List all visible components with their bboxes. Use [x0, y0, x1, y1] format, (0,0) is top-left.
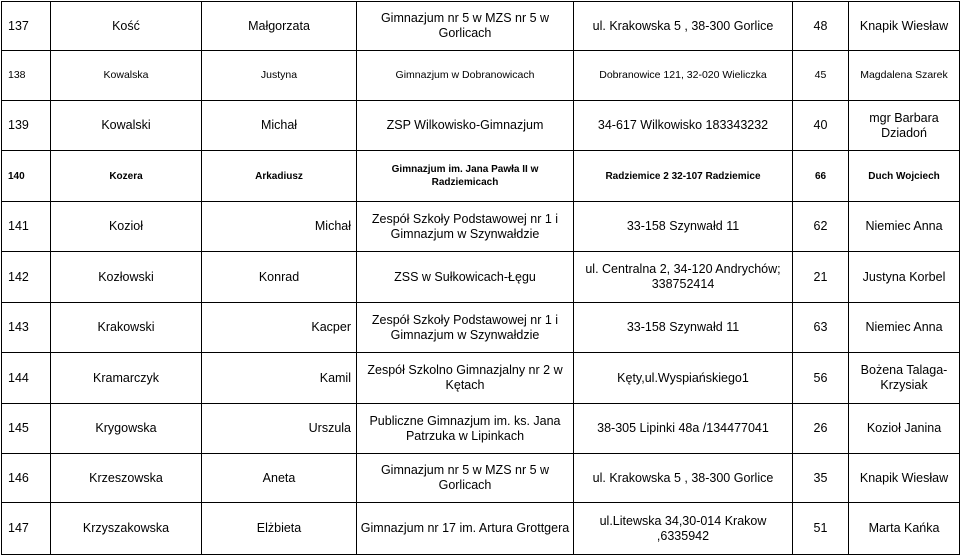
- cell-lp: 139: [2, 101, 51, 151]
- cell-first-name: Michał: [202, 101, 357, 151]
- cell-first-name: Justyna: [202, 51, 357, 101]
- cell-teacher: Duch Wojciech: [849, 151, 960, 202]
- cell-surname: Kramarczyk: [51, 353, 202, 404]
- table-row: [2, 252, 960, 303]
- cell-surname: Kozłowski: [51, 252, 202, 303]
- table-row: [2, 51, 960, 101]
- cell-points: 45: [793, 51, 849, 101]
- cell-lp: 142: [2, 252, 51, 303]
- cell-school: Gimnazjum nr 17 im. Artura Grottgera: [357, 503, 574, 555]
- cell-first-name: Urszula: [202, 404, 357, 454]
- cell-teacher: Bożena Talaga-Krzysiak: [849, 353, 960, 404]
- cell-teacher: mgr Barbara Dziadoń: [849, 101, 960, 151]
- cell-address: 33-158 Szynwałd 11: [574, 202, 793, 252]
- cell-surname: Kozera: [51, 151, 202, 202]
- cell-points: 40: [793, 101, 849, 151]
- cell-points: 62: [793, 202, 849, 252]
- results-table: [1, 1, 960, 555]
- cell-school: Gimnazjum im. Jana Pawła II w Radziemicach: [357, 151, 574, 202]
- cell-points: 63: [793, 303, 849, 353]
- table-row: [2, 202, 960, 252]
- cell-teacher: Magdalena Szarek: [849, 51, 960, 101]
- cell-school: Zespół Szkoły Podstawowej nr 1 i Gimnazjum w Szynwałdzie: [357, 303, 574, 353]
- cell-school: Publiczne Gimnazjum im. ks. Jana Patrzuka w Lipinkach: [357, 404, 574, 454]
- cell-school: ZSP Wilkowisko-Gimnazjum: [357, 101, 574, 151]
- cell-points: 35: [793, 454, 849, 503]
- cell-address: ul. Krakowska 5 , 38-300 Gorlice: [574, 2, 793, 51]
- table-row: [2, 404, 960, 454]
- cell-lp: 140: [2, 151, 51, 202]
- cell-address: ul. Centralna 2, 34-120 Andrychów; 338752414: [574, 252, 793, 303]
- cell-address: ul.Litewska 34,30-014 Krakow ,6335942: [574, 503, 793, 555]
- cell-school: ZSS w Sułkowicach-Łęgu: [357, 252, 574, 303]
- cell-first-name: Konrad: [202, 252, 357, 303]
- cell-address: 33-158 Szynwałd 11: [574, 303, 793, 353]
- cell-surname: Kozioł: [51, 202, 202, 252]
- cell-teacher: Niemiec Anna: [849, 202, 960, 252]
- cell-teacher: Kozioł Janina: [849, 404, 960, 454]
- cell-teacher: Knapik Wiesław: [849, 454, 960, 503]
- cell-address: 34-617 Wilkowisko 183343232: [574, 101, 793, 151]
- cell-lp: 138: [2, 51, 51, 101]
- cell-teacher: Marta Kańka: [849, 503, 960, 555]
- cell-school: Gimnazjum nr 5 w MZS nr 5 w Gorlicach: [357, 2, 574, 51]
- cell-first-name: Aneta: [202, 454, 357, 503]
- cell-teacher: Justyna Korbel: [849, 252, 960, 303]
- cell-lp: 137: [2, 2, 51, 51]
- cell-first-name: Kacper: [202, 303, 357, 353]
- cell-first-name: Elżbieta: [202, 503, 357, 555]
- cell-first-name: Kamil: [202, 353, 357, 404]
- cell-points: 66: [793, 151, 849, 202]
- cell-surname: Krygowska: [51, 404, 202, 454]
- cell-points: 48: [793, 2, 849, 51]
- cell-address: Kęty,ul.Wyspiańskiego1: [574, 353, 793, 404]
- cell-school: Zespół Szkolno Gimnazjalny nr 2 w Kętach: [357, 353, 574, 404]
- table-row: [2, 353, 960, 404]
- cell-points: 26: [793, 404, 849, 454]
- table-row: [2, 101, 960, 151]
- cell-lp: 144: [2, 353, 51, 404]
- cell-surname: Kowalska: [51, 51, 202, 101]
- table-row: [2, 503, 960, 555]
- table-row: [2, 454, 960, 503]
- cell-school: Gimnazjum nr 5 w MZS nr 5 w Gorlicach: [357, 454, 574, 503]
- cell-address: Dobranowice 121, 32-020 Wieliczka: [574, 51, 793, 101]
- cell-school: Zespół Szkoły Podstawowej nr 1 i Gimnazjum w Szynwałdzie: [357, 202, 574, 252]
- cell-first-name: Małgorzata: [202, 2, 357, 51]
- cell-lp: 145: [2, 404, 51, 454]
- cell-surname: Kość: [51, 2, 202, 51]
- cell-lp: 147: [2, 503, 51, 555]
- cell-points: 56: [793, 353, 849, 404]
- table-row: [2, 303, 960, 353]
- cell-lp: 141: [2, 202, 51, 252]
- cell-lp: 143: [2, 303, 51, 353]
- cell-address: Radziemice 2 32-107 Radziemice: [574, 151, 793, 202]
- cell-teacher: Knapik Wiesław: [849, 2, 960, 51]
- cell-points: 51: [793, 503, 849, 555]
- cell-surname: Krakowski: [51, 303, 202, 353]
- cell-teacher: Niemiec Anna: [849, 303, 960, 353]
- cell-surname: Krzeszowska: [51, 454, 202, 503]
- results-table-body: [2, 2, 960, 555]
- table-row: [2, 2, 960, 51]
- cell-school: Gimnazjum w Dobranowicach: [357, 51, 574, 101]
- cell-first-name: Michał: [202, 202, 357, 252]
- cell-surname: Kowalski: [51, 101, 202, 151]
- cell-lp: 146: [2, 454, 51, 503]
- cell-first-name: Arkadiusz: [202, 151, 357, 202]
- cell-surname: Krzyszakowska: [51, 503, 202, 555]
- cell-address: 38-305 Lipinki 48a /134477041: [574, 404, 793, 454]
- table-row: [2, 151, 960, 202]
- cell-address: ul. Krakowska 5 , 38-300 Gorlice: [574, 454, 793, 503]
- cell-points: 21: [793, 252, 849, 303]
